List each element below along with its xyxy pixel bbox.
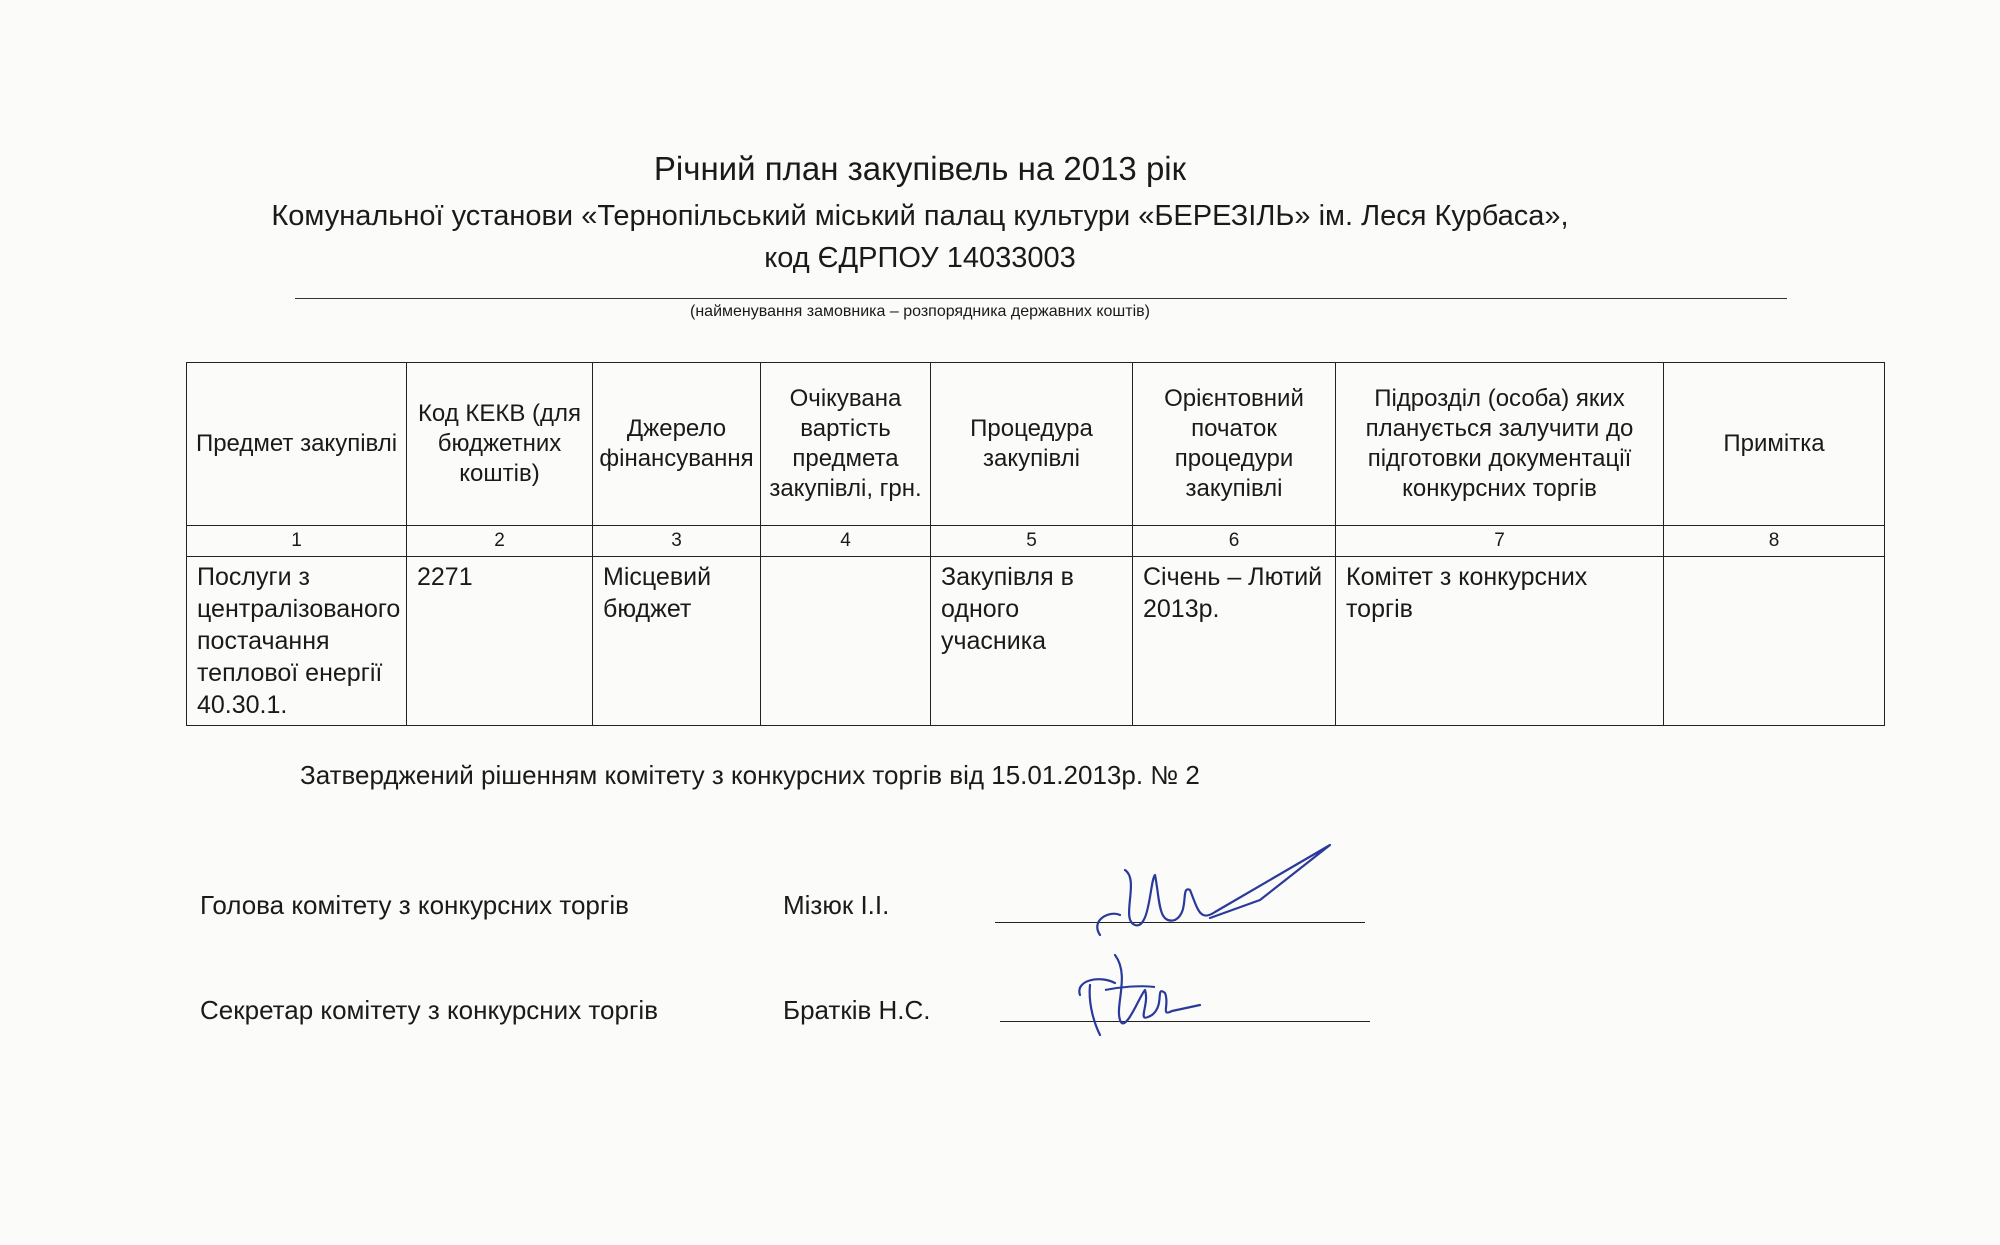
signature-row-secretary <box>0 965 2000 1045</box>
note-cell <box>1664 557 1885 726</box>
handwritten-signature <box>1060 935 1210 1055</box>
document-title: Річний план закупівель на 2013 рік <box>653 150 1187 187</box>
header-cell: Орієнтовний початок процедури закупівлі <box>1133 363 1336 526</box>
header-cell: Процедура закупівлі <box>931 363 1133 526</box>
underline-caption: (найменування замовника – розпорядника державних коштів) <box>690 303 1150 320</box>
header-cell: Очікувана вартість предмета закупівлі, грн. <box>761 363 931 526</box>
responsible-unit-cell: Комітет з конкурсних торгів <box>1336 557 1664 726</box>
signatory-name: Мізюк І.І. <box>783 890 890 920</box>
table-row <box>187 557 1885 726</box>
header-cell: Предмет закупівлі <box>187 363 407 526</box>
signature-row-chairman <box>0 860 2000 940</box>
handwritten-signature <box>1080 840 1340 950</box>
column-number: 8 <box>1664 526 1885 557</box>
column-number: 3 <box>593 526 761 557</box>
procurement-table <box>186 362 1885 726</box>
signatory-role: Голова комітету з конкурсних торгів <box>200 890 629 920</box>
organization-name: Комунальної установи «Тернопільський міський палац культури «БЕРЕЗІЛЬ» ім. Леся Курбаса», <box>271 200 1569 232</box>
subject-cell: Послуги з централізованого постачання теплової енергії 40.30.1. <box>187 557 407 726</box>
underline-rule <box>295 298 1787 299</box>
approval-statement: Затверджений рішенням комітету з конкурсних торгів від 15.01.2013р. № 2 <box>300 760 1200 790</box>
column-number: 5 <box>931 526 1133 557</box>
signatory-role: Секретар комітету з конкурсних торгів <box>200 995 659 1025</box>
column-number: 1 <box>187 526 407 557</box>
column-number: 6 <box>1133 526 1336 557</box>
header-cell: Примітка <box>1664 363 1885 526</box>
header-cell: Код КЕКВ (для бюджетних коштів) <box>407 363 593 526</box>
start-date-cell: Січень – Лютий 2013р. <box>1133 557 1336 726</box>
kekv-code-cell: 2271 <box>407 557 593 726</box>
procedure-cell: Закупівля в одного учасника <box>931 557 1133 726</box>
column-number: 4 <box>761 526 931 557</box>
funding-source-cell: Місцевий бюджет <box>593 557 761 726</box>
expected-cost-cell <box>761 557 931 726</box>
column-number: 7 <box>1336 526 1664 557</box>
column-number-row <box>187 526 1885 557</box>
signatory-name: Братків Н.С. <box>783 995 931 1025</box>
header-cell: Підрозділ (особа) яких планується залучити до підготовки документації конкурсних торгів <box>1336 363 1664 526</box>
column-number: 2 <box>407 526 593 557</box>
header-cell: Джерело фінансування <box>593 363 761 526</box>
organization-code: код ЄДРПОУ 14033003 <box>764 242 1076 274</box>
table-header-row <box>187 363 1885 526</box>
